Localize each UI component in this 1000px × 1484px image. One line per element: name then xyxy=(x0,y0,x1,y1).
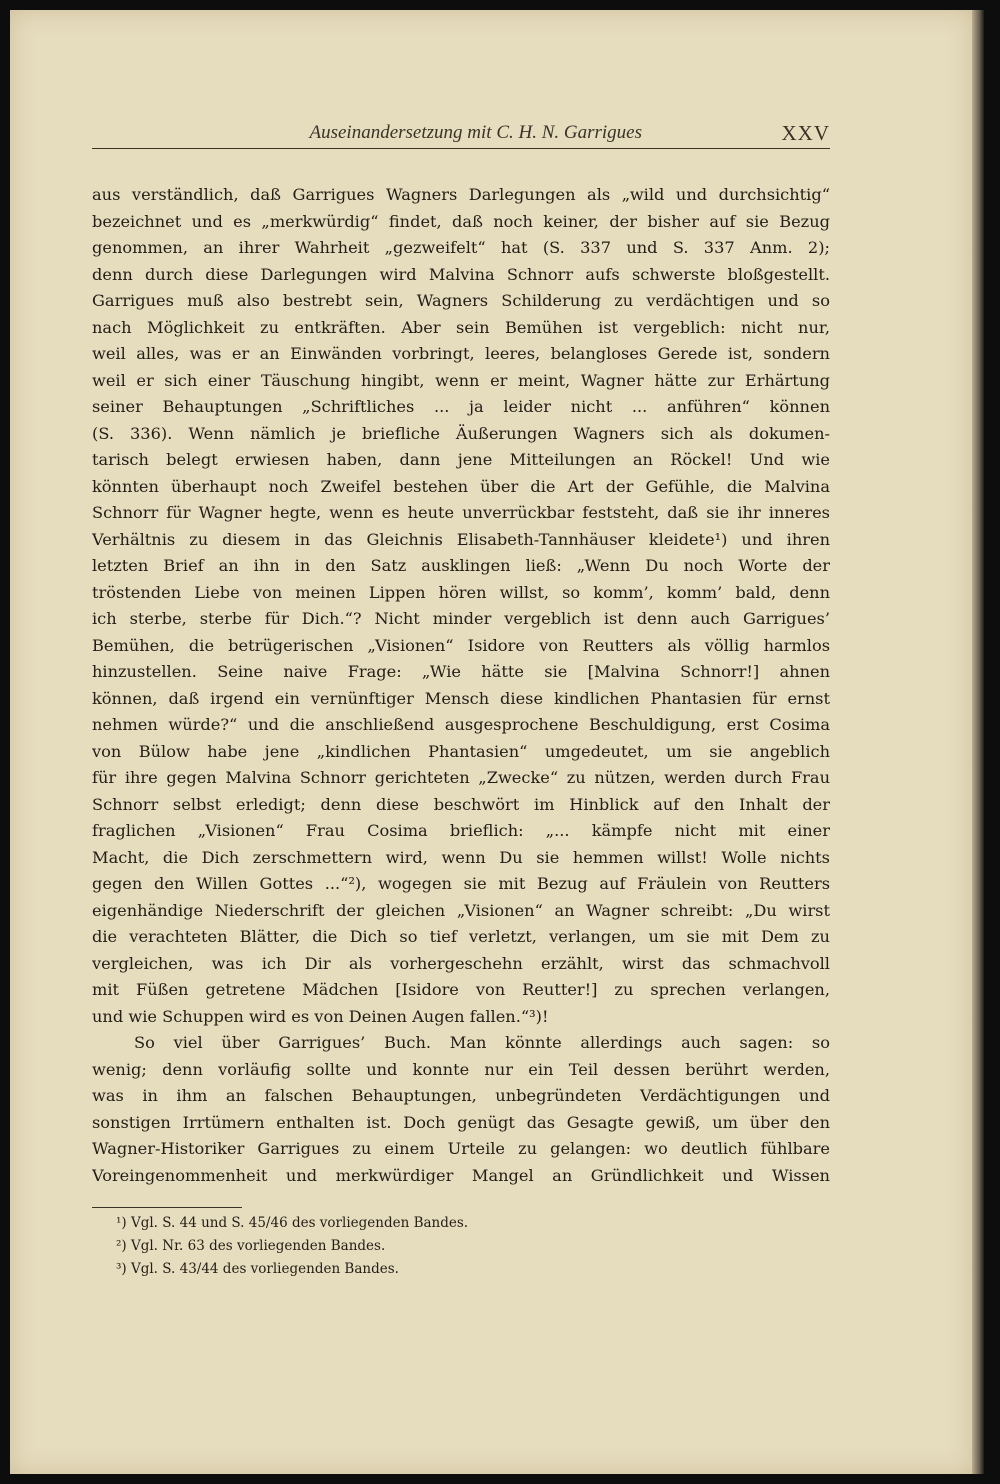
body-text xyxy=(92,182,830,1189)
text-line: Schnorr selbst erledigt; denn diese beschwört im Hinblick auf den Inhalt der xyxy=(92,794,830,814)
running-header xyxy=(92,118,830,148)
text-line: Voreingenommenheit und merkwürdiger Mangel an Gründlichkeit und Wissen xyxy=(92,1165,830,1185)
text-line: Garrigues muß also bestrebt sein, Wagners Schilderung zu verdächtigen und so xyxy=(92,291,830,310)
text-line: könnten überhaupt noch Zweifel bestehen über die Art der Gefühle, die Malvina xyxy=(92,476,830,496)
text-line: Wagner-Historiker Garrigues zu einem Urteile zu gelangen: wo deutlich fühlbare xyxy=(92,1139,830,1158)
text-line: weil er sich einer Täuschung hingibt, wenn er meint, Wagner hätte zur Erhärtung xyxy=(92,370,830,390)
footnote-1: ¹) Vgl. S. 44 und S. 45/46 des vorliegenden Bandes. xyxy=(116,1215,469,1231)
text-line: seiner Behauptungen „Schriftliches ... ja leider nicht ... anführen“ können xyxy=(92,397,830,416)
footnote-2: ²) Vgl. Nr. 63 des vorliegenden Bandes. xyxy=(116,1238,386,1254)
footnote-3: ³) Vgl. S. 43/44 des vorliegenden Bandes. xyxy=(116,1261,399,1277)
text-line: können, daß irgend ein vernünftiger Mensch diese kindlichen Phantasien für ernst xyxy=(92,688,830,708)
text-line: vergleichen, was ich Dir als vorhergeschehn erzählt, wirst das schmachvoll xyxy=(92,953,830,973)
text-line: ich sterbe, sterbe für Dich.“? Nicht minder vergeblich ist denn auch Garrigues’ xyxy=(92,609,830,628)
text-line: nehmen würde?“ und die anschließend ausgesprochene Beschuldigung, erst Cosima xyxy=(92,715,830,734)
text-line: von Bülow habe jene „kindlichen Phantasien“ umgedeutet, um sie angeblich xyxy=(92,741,830,761)
text-line: Bemühen, die betrügerischen „Visionen“ Isidore von Reutters als völlig harmlos xyxy=(92,635,830,655)
text-line: letzten Brief an ihn in den Satz ausklingen ließ: „Wenn Du noch Worte der xyxy=(92,556,830,575)
text-line: (S. 336). Wenn nämlich je briefliche Äußerungen Wagners sich als dokumen- xyxy=(92,423,830,443)
text-line: denn durch diese Darlegungen wird Malvina Schnorr aufs schwerste bloßgestellt. xyxy=(92,264,830,284)
text-line: aus verständlich, daß Garrigues Wagners Darlegungen als „wild und durchsichtig“ xyxy=(92,185,830,204)
text-line: tarisch belegt erwiesen haben, dann jene Mitteilungen an Röckel! Und wie xyxy=(92,450,830,469)
paragraph-start-line: So viel über Garrigues’ Buch. Man könnte allerdings auch sagen: so xyxy=(134,1033,830,1052)
text-line: die verachteten Blätter, die Dich so tief verletzt, verlangen, um sie mit Dem zu xyxy=(92,927,830,946)
page-edge xyxy=(972,10,984,1474)
footnote-rule xyxy=(92,1207,242,1208)
header-rule xyxy=(92,148,830,149)
text-line: hinzustellen. Seine naive Frage: „Wie hätte sie [Malvina Schnorr!] ahnen xyxy=(92,662,830,681)
footnotes xyxy=(116,1212,816,1281)
text-line: nach Möglichkeit zu entkräften. Aber sein Bemühen ist vergeblich: nicht nur, xyxy=(92,317,830,337)
page-number: XXV xyxy=(781,121,830,145)
text-line: Verhältnis zu diesem in das Gleichnis Elisabeth-Tannhäuser kleidete¹) und ihren xyxy=(92,529,830,549)
text-line: was in ihm an falschen Behauptungen, unbegründeten Verdächtigungen und xyxy=(92,1086,830,1105)
paragraph-end-line: und wie Schuppen wird es von Deinen Augen fallen.“³)! xyxy=(92,1006,549,1026)
text-line: tröstenden Liebe von meinen Lippen hören willst, so komm’, komm’ bald, denn xyxy=(92,582,830,602)
text-line: Schnorr für Wagner hegte, wenn es heute unverrückbar feststeht, daß sie ihr inneres xyxy=(92,503,830,522)
running-title: Auseinandersetzung mit C. H. N. Garrigues xyxy=(309,122,642,143)
text-line: mit Füßen getretene Mädchen [Isidore von Reutter!] zu sprechen verlangen, xyxy=(92,980,830,999)
text-line: bezeichnet und es „merkwürdig“ findet, daß noch keiner, der bisher auf sie Bezug xyxy=(92,211,830,231)
text-line: eigenhändige Niederschrift der gleichen „Visionen“ an Wagner schreibt: „Du wirst xyxy=(92,900,830,920)
text-line: sonstigen Irrtümern enthalten ist. Doch genügt das Gesagte gewiß, um über den xyxy=(92,1112,830,1132)
text-line: wenig; denn vorläufig sollte und konnte nur ein Teil dessen berührt werden, xyxy=(92,1059,830,1079)
text-line: fraglichen „Visionen“ Frau Cosima brieflich: „... kämpfe nicht mit einer xyxy=(92,821,830,840)
text-line: weil alles, was er an Einwänden vorbringt, leeres, belangloses Gerede ist, sondern xyxy=(92,344,830,363)
text-line: gegen den Willen Gottes ...“²), wogegen sie mit Bezug auf Fräulein von Reutters xyxy=(92,874,830,893)
text-line: genommen, an ihrer Wahrheit „gezweifelt“ hat (S. 337 und S. 337 Anm. 2); xyxy=(92,238,830,257)
text-line: Macht, die Dich zerschmettern wird, wenn Du sie hemmen willst! Wolle nichts xyxy=(92,847,830,867)
text-line: für ihre gegen Malvina Schnorr gerichteten „Zwecke“ zu nützen, werden durch Frau xyxy=(92,768,830,787)
